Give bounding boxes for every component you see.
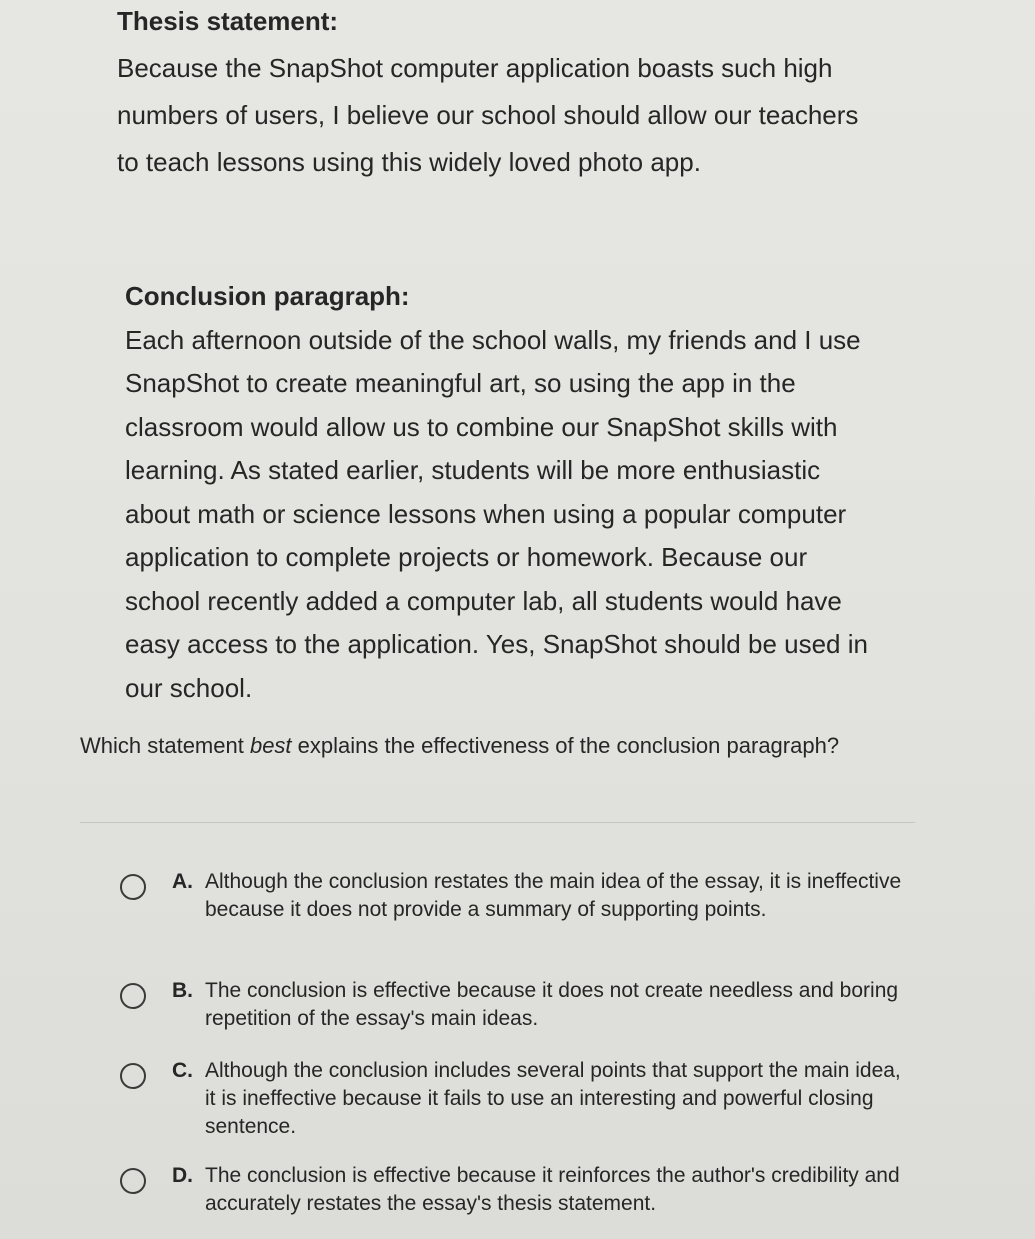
option-letter: A. (172, 870, 193, 893)
thesis-label: Thesis statement: (117, 6, 339, 36)
option-letter: B. (172, 979, 193, 1002)
radio-button-d[interactable] (120, 1168, 146, 1194)
conclusion-text: Each afternoon outside of the school walls, my friends and I use SnapShot to create meaningful art, so using the app in the classroom would allow us to combine our SnapShot skills with learning. As stated earlier, students will be more enthusiastic about math or science lessons when using a popular computer application to complete projects or homework. Because our school recently added a computer lab, all students would have easy access to the application. Yes, SnapShot should be used in our school. (125, 324, 868, 703)
question-prompt (80, 729, 840, 763)
option-text: Although the conclusion includes several points that support the main idea, it is ineffective because it fails to use an interesting and powerful closing sentence. (205, 1059, 901, 1138)
option-text: The conclusion is effective because it does not create needless and boring repetition of the essay's main ideas. (205, 979, 899, 1030)
question-text-end: explains the effectiveness of the conclusion paragraph? (291, 733, 840, 758)
conclusion-section (125, 275, 885, 710)
option-letter: D. (172, 1164, 193, 1187)
question-emphasis: best (249, 733, 292, 758)
option-letter: C. (172, 1059, 193, 1082)
thesis-section (117, 0, 877, 186)
radio-button-c[interactable] (120, 1063, 146, 1089)
thesis-text: Because the SnapShot computer application boasts such high numbers of users, I believe our school should allow our teachers to teach lessons using this widely loved photo app. (117, 53, 859, 177)
option-text: Although the conclusion restates the main idea of the essay, it is ineffective because it does not provide a summary of supporting points. (205, 870, 902, 921)
option-text: The conclusion is effective because it reinforces the author's credibility and accurately restates the essay's thesis statement. (205, 1164, 900, 1215)
question-text-start: Which statement (80, 733, 250, 758)
conclusion-label: Conclusion paragraph: (125, 281, 410, 311)
radio-button-b[interactable] (120, 983, 146, 1009)
divider (80, 822, 915, 823)
radio-button-a[interactable] (120, 874, 146, 900)
